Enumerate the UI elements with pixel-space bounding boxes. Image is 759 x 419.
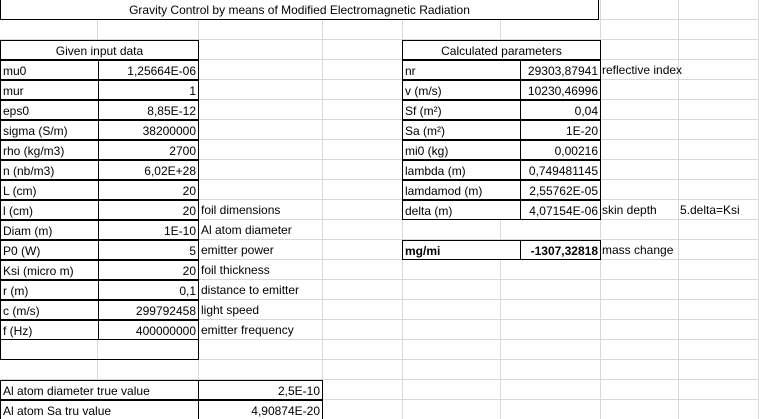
calc-label-cell[interactable]: nr [402, 60, 521, 80]
given-label-cell[interactable]: r (m) [0, 280, 99, 300]
calc-value-cell[interactable]: 4,07154E-06 [520, 200, 601, 220]
calc-value-cell[interactable]: 0,00216 [520, 140, 601, 160]
given-note-cell[interactable]: distance to emitter [201, 283, 300, 297]
given-label-cell[interactable]: L (cm) [0, 180, 99, 200]
calc-extra-cell[interactable]: 5.delta=Ksi [680, 203, 740, 217]
result-value[interactable]: -1307,32818 [520, 240, 601, 260]
calc-note-cell[interactable]: skin depth [602, 203, 657, 217]
true-value-label[interactable]: Al atom diameter true value [0, 380, 199, 400]
given-note-cell[interactable]: Al atom diameter [201, 223, 292, 237]
given-note-cell[interactable]: light speed [201, 303, 260, 317]
given-value-cell[interactable]: 1,25664E-06 [98, 60, 199, 80]
calc-value-cell[interactable]: 29303,87941 [520, 60, 601, 80]
calc-value-cell[interactable]: 2,55762E-05 [520, 180, 601, 200]
given-label-cell[interactable]: Diam (m) [0, 220, 99, 240]
given-value-cell[interactable]: 6,02E+28 [98, 160, 199, 180]
given-label-cell[interactable]: l (cm) [0, 200, 99, 220]
given-value-cell[interactable]: 20 [98, 200, 199, 220]
given-header[interactable]: Given input data [0, 40, 199, 60]
given-value-cell[interactable]: 2700 [98, 140, 199, 160]
calc-label-cell[interactable]: delta (m) [402, 200, 521, 220]
given-value-cell[interactable]: 20 [98, 260, 199, 280]
given-footer-cell [0, 340, 199, 360]
calc-label-cell[interactable]: lamdamod (m) [402, 180, 521, 200]
calc-value-cell[interactable]: 10230,46996 [520, 80, 601, 100]
given-label-cell[interactable]: mu0 [0, 60, 99, 80]
given-label-cell[interactable]: n (nb/m3) [0, 160, 99, 180]
calculated-header[interactable]: Calculated parameters [402, 40, 601, 60]
given-label-cell[interactable]: f (Hz) [0, 320, 99, 340]
given-label-cell[interactable]: c (m/s) [0, 300, 99, 320]
given-value-cell[interactable]: 1 [98, 80, 199, 100]
calc-value-cell[interactable]: 1E-20 [520, 120, 601, 140]
given-value-cell[interactable]: 400000000 [98, 320, 199, 340]
given-note-cell[interactable]: emitter frequency [201, 323, 294, 337]
given-label-cell[interactable]: sigma (S/m) [0, 120, 99, 140]
given-value-cell[interactable]: 20 [98, 180, 199, 200]
given-value-cell[interactable]: 0,1 [98, 280, 199, 300]
page-title[interactable]: Gravity Control by means of Modified Electromagnetic Radiation [0, 0, 599, 20]
true-value-cell[interactable]: 4,90874E-20 [198, 400, 323, 419]
calc-value-cell[interactable]: 0,04 [520, 100, 601, 120]
calc-label-cell[interactable]: lambda (m) [402, 160, 521, 180]
true-value-cell[interactable]: 2,5E-10 [198, 380, 323, 400]
calc-note-cell[interactable]: reflective index [602, 63, 683, 77]
calc-label-cell[interactable]: Sf (m²) [402, 100, 521, 120]
given-value-cell[interactable]: 38200000 [98, 120, 199, 140]
given-label-cell[interactable]: mur [0, 80, 99, 100]
result-note[interactable]: mass change [602, 243, 674, 257]
given-label-cell[interactable]: Ksi (micro m) [0, 260, 99, 280]
given-value-cell[interactable]: 8,85E-12 [98, 100, 199, 120]
calc-label-cell[interactable]: mi0 (kg) [402, 140, 521, 160]
given-label-cell[interactable]: eps0 [0, 100, 99, 120]
given-value-cell[interactable]: 5 [98, 240, 199, 260]
given-value-cell[interactable]: 299792458 [98, 300, 199, 320]
calc-value-cell[interactable]: 0,749481145 [520, 160, 601, 180]
given-label-cell[interactable]: P0 (W) [0, 240, 99, 260]
calc-label-cell[interactable]: Sa (m²) [402, 120, 521, 140]
true-value-label[interactable]: Al atom Sa tru value [0, 400, 199, 419]
result-label[interactable]: mg/mi [402, 240, 521, 260]
given-note-cell[interactable]: foil dimensions [201, 203, 281, 217]
calc-label-cell[interactable]: v (m/s) [402, 80, 521, 100]
given-note-cell[interactable]: foil thickness [201, 263, 270, 277]
given-note-cell[interactable]: emitter power [201, 243, 274, 257]
given-label-cell[interactable]: rho (kg/m3) [0, 140, 99, 160]
given-value-cell[interactable]: 1E-10 [98, 220, 199, 240]
